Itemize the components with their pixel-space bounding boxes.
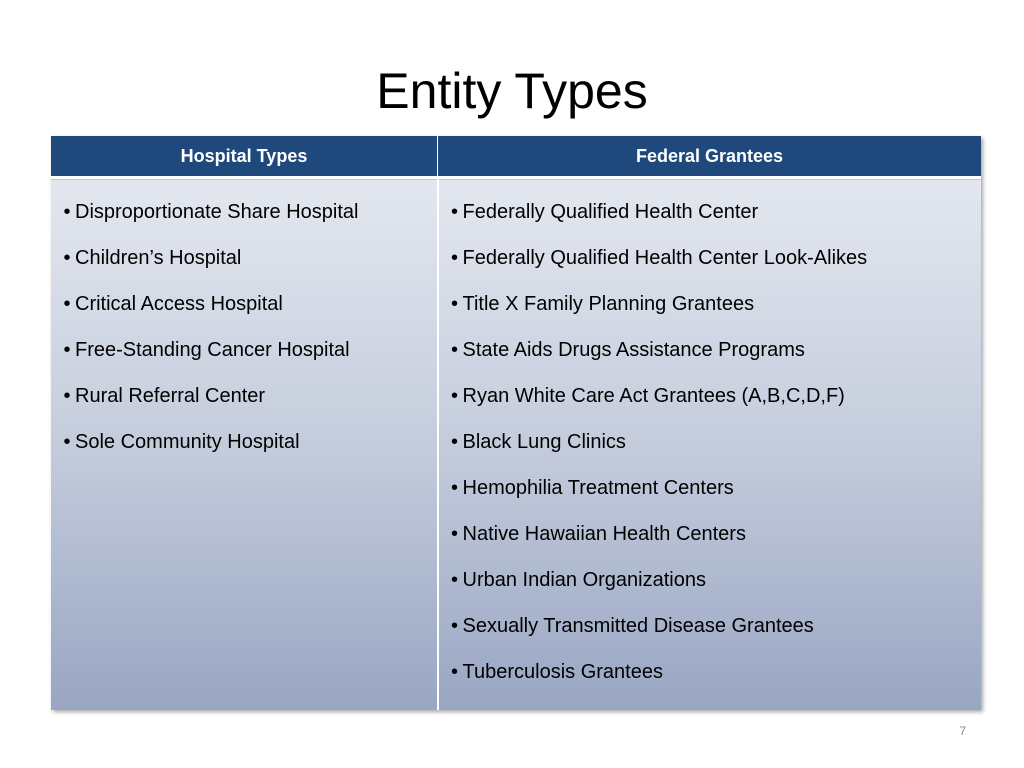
list-item (447, 189, 982, 235)
bullet-icon: • (63, 247, 71, 269)
list-item (447, 649, 982, 695)
list-item (59, 281, 437, 327)
bullet-icon: • (63, 385, 71, 407)
list-item (447, 465, 982, 511)
grantee-label: Ryan White Care Act Grantees (A,B,C,D,F) (462, 385, 845, 407)
bullet-icon: • (63, 339, 71, 361)
grantee-label: Hemophilia Treatment Centers (462, 477, 734, 499)
list-item (59, 235, 437, 281)
bullet-icon: • (450, 477, 458, 499)
list-item (447, 327, 982, 373)
hospital-type-label: Disproportionate Share Hospital (75, 201, 359, 223)
list-item (447, 281, 982, 327)
bullet-icon: • (450, 615, 458, 637)
bullet-icon: • (450, 201, 458, 223)
entity-types-table (51, 136, 981, 710)
hospital-type-label: Rural Referral Center (75, 385, 266, 407)
federal-grantees-list (447, 189, 982, 695)
bullet-icon: • (450, 523, 458, 545)
list-item (59, 419, 437, 465)
list-item (59, 189, 437, 235)
bullet-icon: • (450, 293, 458, 315)
bullet-icon: • (450, 569, 458, 591)
list-item (447, 419, 982, 465)
hospital-type-label: Critical Access Hospital (75, 293, 283, 315)
bullet-icon: • (63, 431, 71, 453)
bullet-icon: • (450, 661, 458, 683)
hospital-types-cell (51, 178, 438, 711)
list-item (59, 327, 437, 373)
grantee-label: Urban Indian Organizations (462, 569, 706, 591)
bullet-icon: • (63, 293, 71, 315)
header-federal-grantees: Federal Grantees (438, 136, 982, 178)
grantee-label: Black Lung Clinics (462, 431, 626, 453)
table-body-row (51, 178, 981, 711)
bullet-icon: • (450, 339, 458, 361)
header-hospital-types: Hospital Types (51, 136, 438, 178)
hospital-types-list (59, 189, 437, 465)
list-item (59, 373, 437, 419)
slide-title: Entity Types (376, 63, 648, 119)
grantee-label: Federally Qualified Health Center Look-Alikes (462, 247, 868, 269)
bullet-icon: • (450, 431, 458, 453)
bullet-icon: • (450, 385, 458, 407)
list-item (447, 511, 982, 557)
bullet-icon: • (450, 247, 458, 269)
grantee-label: Tuberculosis Grantees (462, 661, 663, 683)
grantee-label: State Aids Drugs Assistance Programs (462, 339, 805, 361)
bullet-icon: • (63, 201, 71, 223)
table-header-row (51, 136, 981, 178)
grantee-label: Sexually Transmitted Disease Grantees (462, 615, 814, 637)
hospital-type-label: Sole Community Hospital (75, 431, 300, 453)
federal-grantees-cell (438, 178, 982, 711)
hospital-type-label: Children’s Hospital (75, 247, 242, 269)
grantee-label: Federally Qualified Health Center (462, 201, 759, 223)
grantee-label: Native Hawaiian Health Centers (462, 523, 746, 545)
list-item (447, 235, 982, 281)
list-item (447, 373, 982, 419)
list-item (447, 557, 982, 603)
list-item (447, 603, 982, 649)
grantee-label: Title X Family Planning Grantees (462, 293, 755, 315)
page-number: 7 (959, 724, 966, 738)
hospital-type-label: Free-Standing Cancer Hospital (75, 339, 350, 361)
